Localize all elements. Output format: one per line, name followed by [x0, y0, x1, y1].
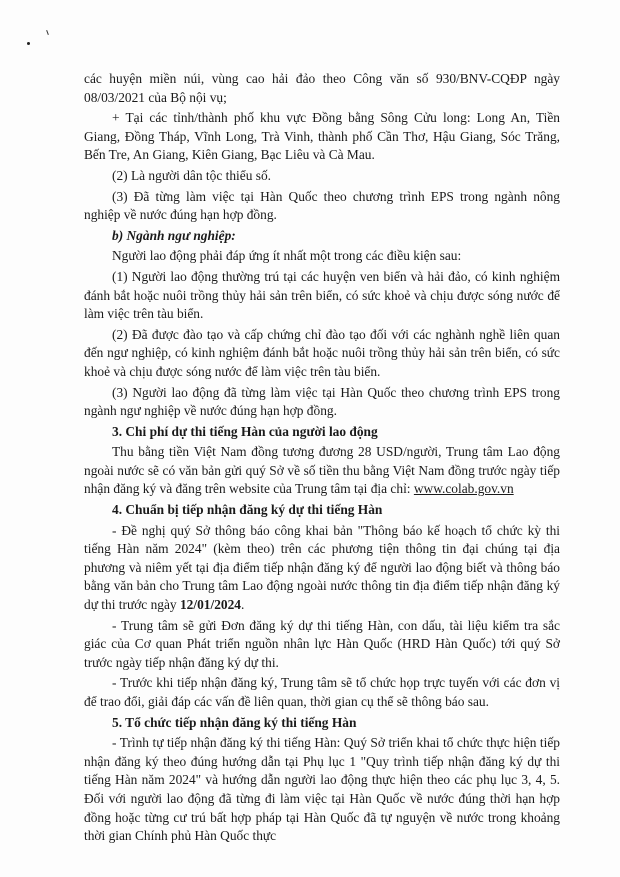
website-link[interactable]: www.colab.gov.vn	[413, 481, 514, 497]
paragraph	[84, 522, 560, 615]
paragraph: (2) Là người dân tộc thiểu số.	[112, 167, 271, 183]
paragraph: (1) Người lao động thường trú tại các huyện ven biển và hải đảo, có kinh nghiệm đánh bắt hoặc nuôi trồng thủy hải sản trên biển, có sức khoẻ và chịu được sóng nước để làm việc trên tàu biển.	[84, 268, 560, 322]
paragraph-end: .	[241, 597, 245, 613]
subheading-fishery: b) Ngành ngư nghiệp:	[112, 227, 236, 243]
section-heading-3: 3. Chi phí dự thi tiếng Hàn của người lao động	[112, 423, 378, 439]
paragraph-text: Thu bằng tiền Việt Nam đồng tương đương 28 USD/người, Trung tâm Lao động ngoài nước sẽ có văn bản gửi quý Sở về số tiền thu bằng Việt Nam đồng trước ngày tiếp nhận đăng ký và đăng trên website của Trung tâm tại địa chỉ:	[84, 444, 560, 497]
scan-dot-mark	[27, 42, 30, 45]
paragraph: Người lao động phải đáp ứng ít nhất một trong các điều kiện sau:	[112, 248, 462, 264]
scan-tick-mark	[46, 30, 49, 35]
document-body	[84, 70, 560, 848]
paragraph: - Trung tâm sẽ gửi Đơn đăng ký dự thi tiếng Hàn, con dấu, tài liệu kiểm tra sắc giác của Cơ quan Phát triển nguồn nhân lực Hàn Quốc (HRD Hàn Quốc) tới quý Sở trước ngày tiếp nhận đăng ký dự thi.	[84, 617, 560, 670]
deadline-date: 12/01/2024	[179, 597, 241, 613]
paragraph: (2) Đã được đào tạo và cấp chứng chỉ đào tạo đối với các nghành nghề liên quan đến ngư nghiệp, có kinh nghiệm đánh bắt hoặc nuôi trồng thủy hải sản trên biển, có sức khoẻ và chịu được sóng nước để làm việc trên tàu biển.	[84, 326, 560, 379]
paragraph: + Tại các tỉnh/thành phố khu vực Đồng bằng Sông Cửu long: Long An, Tiền Giang, Đồng Tháp, Vĩnh Long, Trà Vinh, thành phố Cần Thơ, Hậu Giang, Sóc Trăng, Bến Tre, An Giang, Kiên Giang, Bạc Liêu và Cà Mau.	[84, 110, 560, 163]
section-heading-5: 5. Tổ chức tiếp nhận đăng ký thi tiếng Hàn	[112, 714, 357, 730]
paragraph: - Trình tự tiếp nhận đăng ký thi tiếng Hàn: Quý Sở triển khai tổ chức thực hiện tiếp nhận đăng ký theo đúng hướng dẫn tại Phụ lục 1 "Quy trình tiếp nhận đăng ký dự thi tiếng Hàn năm 2024" và hướng dẫn người lao động thực hiện theo các phụ lục 3, 4, 5. Đối với người lao động đã từng đi làm việc tại Hàn Quốc về nước đúng thời hạn hợp đồng hoặc từng cư trú bất hợp pháp tại Hàn Quốc đã tự nguyện về nước trong khoảng thời gian Chính phủ Hàn Quốc thực	[84, 735, 560, 844]
paragraph: các huyện miền núi, vùng cao hải đảo theo Công văn số 930/BNV-CQĐP ngày 08/03/2021 của Bộ nội vụ;	[84, 71, 560, 105]
paragraph: - Trước khi tiếp nhận đăng ký, Trung tâm sẽ tổ chức họp trực tuyến với các đơn vị để trao đổi, giải đáp các vấn đề liên quan, thời gian cụ thể sẽ thông báo sau.	[84, 675, 560, 709]
paragraph	[84, 443, 560, 499]
paragraph-text: - Đề nghị quý Sở thông báo công khai bản "Thông báo kế hoạch tổ chức kỳ thi tiếng Hàn năm 2024" (kèm theo) trên các phương tiện thông tin đại chúng tại địa phương và niêm yết tại địa điểm tiếp nhận đăng ký để người lao động biết và thông báo bằng văn bản cho Trung tâm Lao động ngoài nước thông tin địa điểm tiếp nhận đăng ký dự thi trước ngày	[84, 522, 560, 613]
section-heading-4: 4. Chuẩn bị tiếp nhận đăng ký dự thi tiếng Hàn	[112, 502, 383, 518]
paragraph: (3) Người lao động đã từng làm việc tại Hàn Quốc theo chương trình EPS trong ngành ngư nghiệp về nước đúng hạn hợp đồng.	[84, 384, 560, 419]
paragraph: (3) Đã từng làm việc tại Hàn Quốc theo chương trình EPS trong ngành nông nghiệp về nước đúng hạn hợp đồng.	[84, 188, 560, 223]
